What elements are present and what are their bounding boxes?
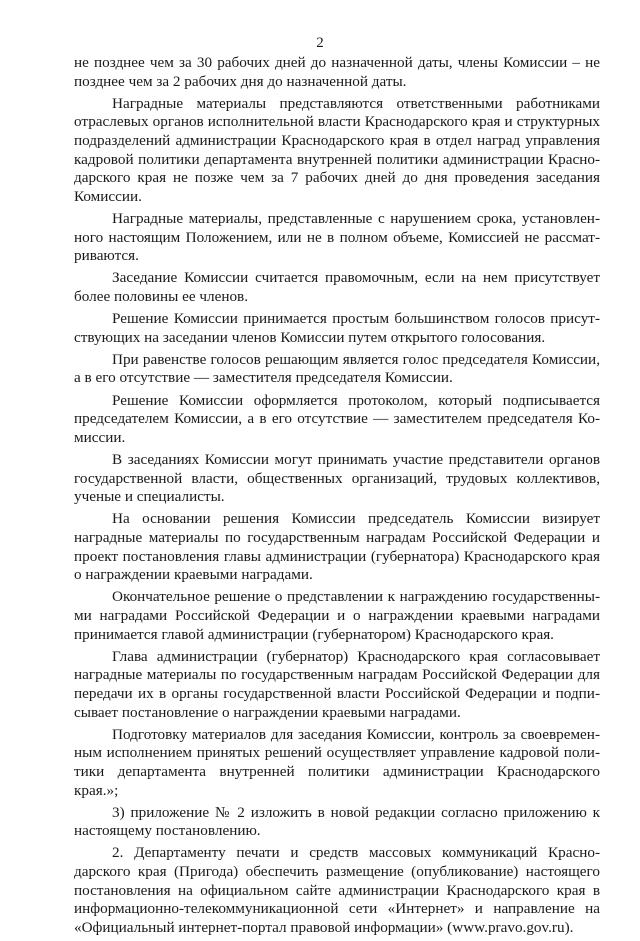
page-number: 2 bbox=[316, 35, 324, 51]
paragraph-late-materials: Наградные материалы, представленные с нарушением срока, установленного настоящим Положением, или не в полном объеме, Комиссией не рассматриваются. bbox=[74, 209, 600, 265]
paragraph-appendix-2: 3) приложение № 2 изложить в новой редакции согласно приложению к настоящему постановлению. bbox=[74, 803, 600, 840]
paragraph-participants: В заседаниях Комиссии могут принимать участие представители органов государственной власти, общественных организаций, трудовых коллективов, ученые и специалисты. bbox=[74, 451, 600, 506]
paragraph-deadline-continuation: не позднее чем за 30 рабочих дней до назначенной даты, члены Комиссии – не позднее чем за 2 рабочих дня до назначенной даты. bbox=[74, 54, 600, 90]
paragraph-governor-approval: Глава администрации (губернатор) Краснодарского края согласовывает наградные материалы по государственным наградам Российской Федерации для передачи их в органы государственной власти Российской Федерации и подписывает постановление о награждении краевыми наградами. bbox=[74, 647, 600, 721]
paragraph-award-materials-submission: Наградные материалы представляются ответственными работниками отраслевых органов исполнительной власти Краснодарского края и структурных подразделений администрации Краснодарского края в отдел наград управления кадровой политики департамента внутренней политики администрации Краснодарского края не позже чем за 7 рабочих дней до дня проведения заседания Комиссии. bbox=[74, 94, 600, 205]
paragraph-tie-vote: При равенстве голосов решающим является голос председателя Комиссии, а в его отсутствие — заместителя председателя Комиссии. bbox=[74, 350, 600, 387]
paragraph-final-decision: Окончательное решение о представлении к награждению государственными наградами Российской Федерации и о награждении краевыми наградами принимается главой администрации (губернатором) Краснодарского края. bbox=[74, 588, 600, 643]
paragraph-chairman-approval: На основании решения Комиссии председатель Комиссии визирует наградные материалы по государственным наградам Российской Федерации и проект постановления главы администрации (губернатора) Краснодарского края о награждении краевыми наградами. bbox=[74, 510, 600, 584]
paragraph-publication: 2. Департаменту печати и средств массовых коммуникаций Краснодарского края (Пригода) обеспечить размещение (опубликование) настоящего постановления на официальном сайте администрации Краснодарского края в информационно-телекоммуникационной сети «Интернет» и направление на «Официальный интернет-портал правовой информации» (www.pravo.gov.ru). bbox=[74, 844, 600, 936]
paragraph-majority-vote: Решение Комиссии принимается простым большинством голосов присутствующих на заседании членов Комиссии путем открытого голосования. bbox=[74, 310, 600, 346]
document-body bbox=[74, 54, 600, 941]
paragraph-quorum: Заседание Комиссии считается правомочным, если на нем присутствует более половины ее членов. bbox=[74, 269, 600, 305]
paragraph-protocol: Решение Комиссии оформляется протоколом, который подписывается председателем Комиссии, а в его отсутствие — заместителем председателя Комиссии. bbox=[74, 391, 600, 446]
paragraph-preparation-control: Подготовку материалов для заседания Комиссии, контроль за своевременным исполнением принятых решений осуществляет управление кадровой политики департамента внутренней политики администрации Краснодарского края.»; bbox=[74, 725, 600, 799]
